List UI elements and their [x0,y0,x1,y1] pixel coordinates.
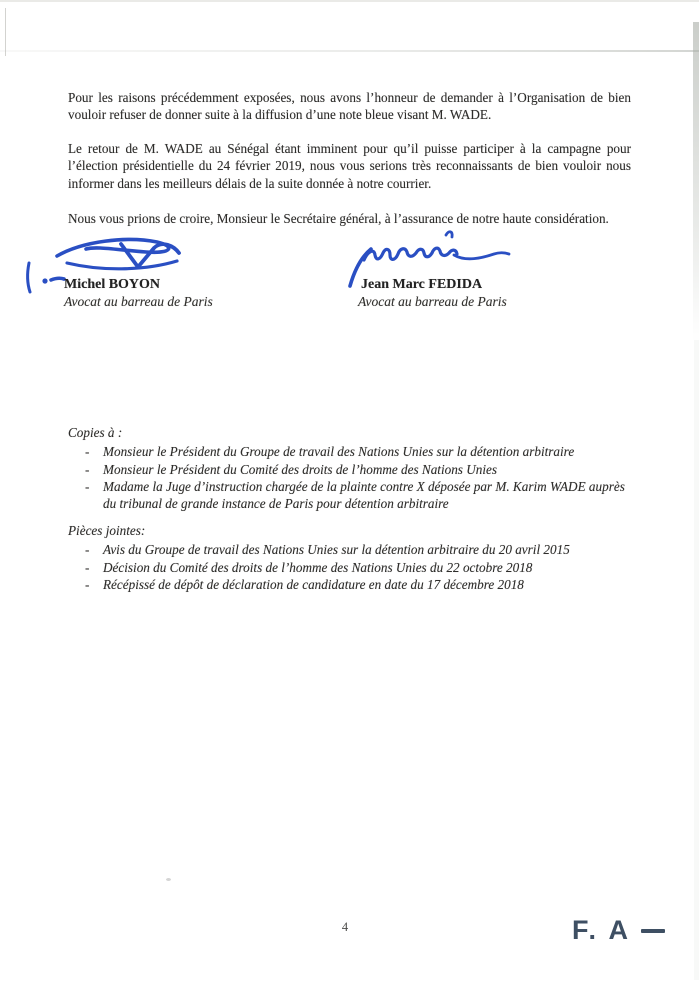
copies-item-1: Monsieur le Président du Groupe de travail des Nations Unies sur la détention arbitraire [103,444,575,460]
signatory-title-fedida: Avocat au barreau de Paris [358,294,507,309]
copies-item-2: Monsieur le Président du Comité des droits de l’homme des Nations Unies [103,461,497,477]
attachments-item-3: Récépissé de dépôt de déclaration de candidature en date du 17 décembre 2018 [103,576,524,592]
scan-edge-right [693,22,699,342]
paragraph-request: Pour les raisons précédemment exposées, nous avons l’honneur de demander à l’Organisation de bien vouloir refuser de donner suite à la diffusion d’une note bleue visant M. WADE. [68,90,631,123]
signatory-name-fedida: Jean Marc FEDIDA [361,277,483,292]
copies-item-3: Madame la Juge d’instruction chargée de la plainte contre X déposée par M. Karim WADE auprès du tribunal de grande instance de Paris pour détention arbitraire [103,478,625,512]
paragraph-return: Le retour de M. WADE au Sénégal étant imminent pour qu’il puisse participer à la campagne pour l’élection présidentielle du 24 février 2019, nous vous serions très reconnaissants de bien vouloir nous informer dans les meilleurs délais de la suite donnée à notre courrier. [68,141,631,191]
scan-edge-right-faint [694,340,699,980]
list-item [68,541,634,558]
list-item [68,576,634,593]
watermark-label: F. A [572,915,631,945]
scan-speck [166,878,171,881]
attachments-item-2: Décision du Comité des droits de l’homme des Nations Unies du 22 octobre 2018 [103,559,533,575]
copies-heading: Copies à : [68,425,123,440]
scan-artifact-line [0,50,699,52]
attachments-section [68,522,634,593]
attachments-heading: Pièces jointes: [68,523,146,538]
list-dash: - [85,444,90,460]
scan-artifact-vertical-line [5,8,6,56]
list-dash: - [85,478,90,494]
page-number: 4 [341,920,349,934]
list-dash: - [85,576,90,592]
signatory-name-boyon: Michel BOYON [64,277,161,292]
signatory-title-boyon: Avocat au barreau de Paris [64,294,213,309]
list-dash: - [85,559,90,575]
list-item [68,478,634,513]
paragraph-closing: Nous vous prions de croire, Monsieur le Secrétaire général, à l’assurance de notre haute considération. [68,211,609,227]
list-item [68,461,634,478]
list-dash: - [85,542,90,558]
copies-section [68,424,634,512]
list-dash: - [85,461,90,477]
attachments-item-1: Avis du Groupe de travail des Nations Unies sur la détention arbitraire du 20 avril 2015 [103,542,570,558]
scan-edge-top [0,0,699,2]
list-item [68,443,634,460]
list-item [68,559,634,576]
watermark [572,915,665,946]
watermark-dash [641,929,665,933]
